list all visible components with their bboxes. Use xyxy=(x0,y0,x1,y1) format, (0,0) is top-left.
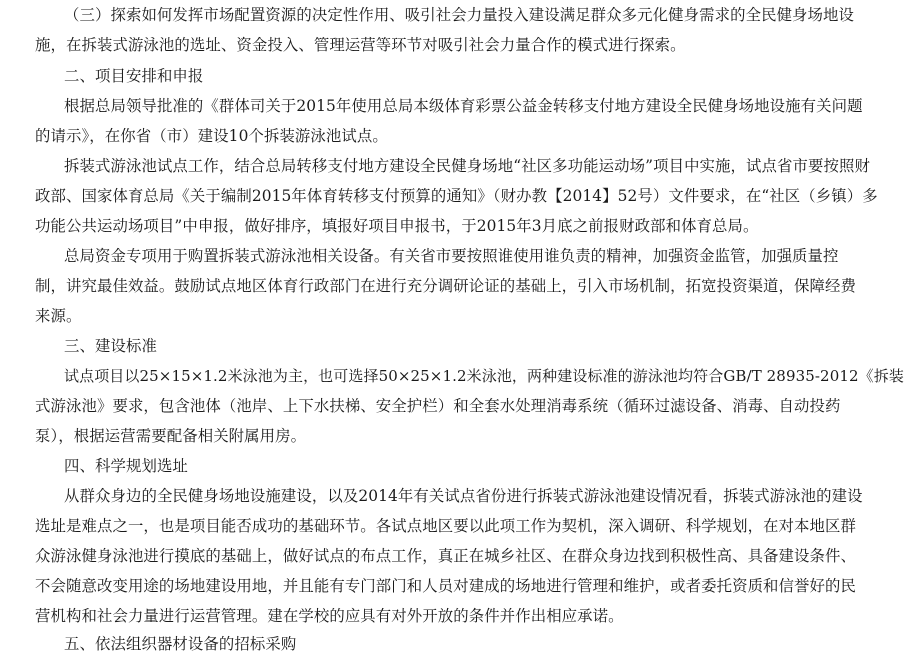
paragraph-line: 的请示》，在你省（市）建设10个拆装游泳池试点。 xyxy=(35,127,388,145)
paragraph-line: 选址是难点之一，也是项目能否成功的基础环节。各试点地区要以此项工作为契机，深入调研、科学规划，在对本地区群 xyxy=(35,517,857,535)
paragraph-line: 拆装式游泳池试点工作，结合总局转移支付地方建设全民健身场地“社区多功能运动场”项目中实施，试点省市要按照财 xyxy=(64,157,870,175)
paragraph-line: （三）探索如何发挥市场配置资源的决定性作用、吸引社会力量投入建设满足群众多元化健身需求的全民健身场地设 xyxy=(64,6,855,24)
paragraph-line: 营机构和社会力量进行运营管理。建在学校的应具有对外开放的条件并作出相应承诺。 xyxy=(35,607,624,625)
paragraph-line: 政部、国家体育总局《关于编制2015年体育转移支付预算的通知》（财办教【2014】52号）文件要求，在“社区（乡镇）多 xyxy=(35,187,878,205)
section-heading: 三、建设标准 xyxy=(64,337,157,355)
paragraph-line: 制，讲究最佳效益。鼓励试点地区体育行政部门在进行充分调研论证的基础上，引入市场机制，拓宽投资渠道，保障经费 xyxy=(35,277,857,295)
paragraph-line: 根据总局领导批准的《群体司关于2015年使用总局本级体育彩票公益金转移支付地方建设全民健身场地设施有关问题 xyxy=(64,97,863,115)
paragraph-line: 施，在拆装式游泳池的选址、资金投入、管理运营等环节对吸引社会力量合作的模式进行探索。 xyxy=(35,36,686,54)
paragraph-line: 功能公共运动场项目”中申报，做好排序，填报好项目申报书，于2015年3月底之前报财政部和体育总局。 xyxy=(35,217,759,235)
paragraph-line: 众游泳健身泳池进行摸底的基础上，做好试点的布点工作，真正在城乡社区、在群众身边找到积极性高、具备建设条件、 xyxy=(35,547,857,565)
section-heading: 五、依法组织器材设备的招标采购 xyxy=(64,635,297,653)
paragraph-line: 式游泳池》要求，包含池体（池岸、上下水扶梯、安全护栏）和全套水处理消毒系统（循环过滤设备、消毒、自动投药 xyxy=(35,397,841,415)
paragraph-line: 来源。 xyxy=(35,307,82,325)
paragraph-line: 试点项目以25×15×1.2米泳池为主，也可选择50×25×1.2米泳池，两种建设标准的游泳池均符合GB/T 28935-2012《拆装 xyxy=(64,367,904,385)
section-heading: 二、项目安排和申报 xyxy=(64,67,204,85)
paragraph-line: 不会随意改变用途的场地建设用地，并且能有专门部门和人员对建成的场地进行管理和维护，或者委托资质和信誉好的民 xyxy=(35,577,857,595)
paragraph-line: 总局资金专项用于购置拆装式游泳池相关设备。有关省市要按照谁使用谁负责的精神，加强资金监管，加强质量控 xyxy=(64,247,839,265)
section-heading: 四、科学规划选址 xyxy=(64,457,188,475)
paragraph-line: 泵），根据运营需要配备相关附属用房。 xyxy=(35,427,307,445)
paragraph-line: 从群众身边的全民健身场地设施建设，以及2014年有关试点省份进行拆装式游泳池建设情况看，拆装式游泳池的建设 xyxy=(64,487,863,505)
